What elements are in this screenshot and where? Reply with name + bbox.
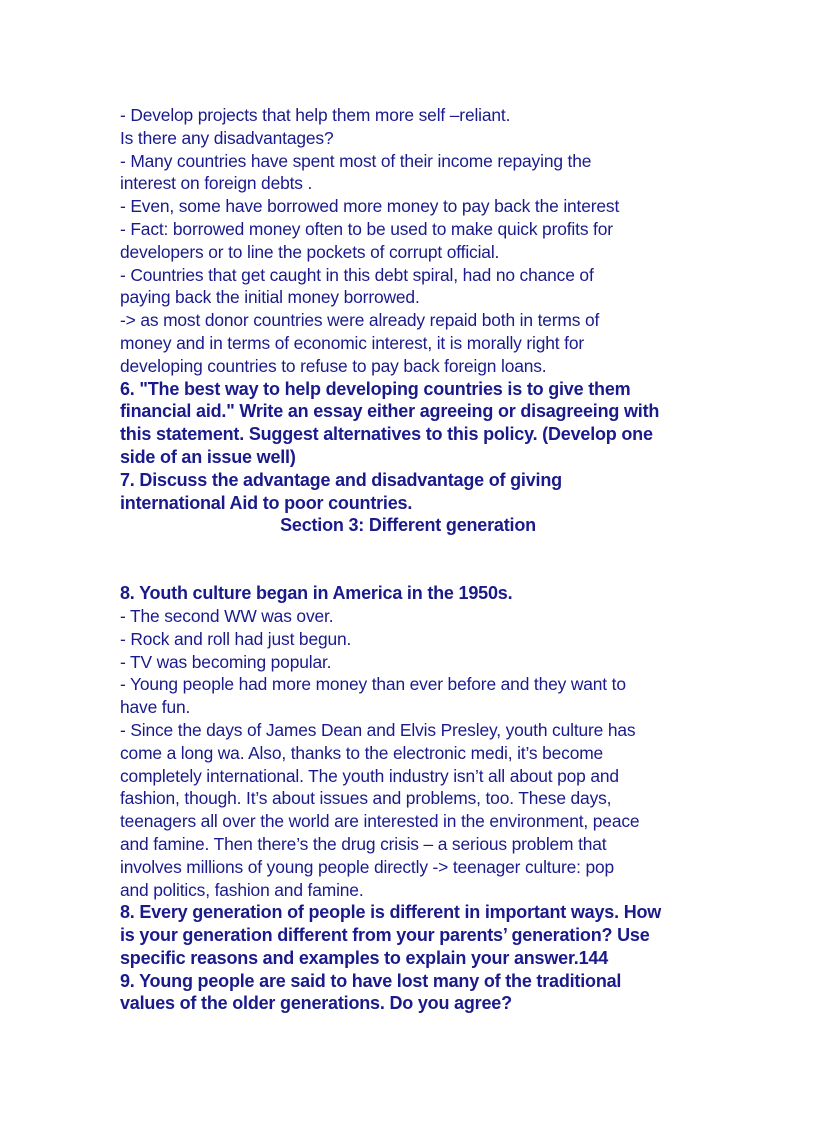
question-line: 6. "The best way to help developing countries is to give them [120,378,631,399]
text-line: - Even, some have borrowed more money to pay back the interest [120,196,620,217]
text-line: come a long wa. Also, thanks to the electronic medi, it’s become [120,742,604,763]
text-line: - Rock and roll had just begun. [120,628,352,649]
question-line: financial aid." Write an essay either agreeing or disagreeing with [120,401,660,422]
text-line: money and in terms of economic interest, it is morally right for [120,332,584,353]
text-line: teenagers all over the world are interested in the environment, peace [120,811,640,832]
question-line: values of the older generations. Do you agree? [120,993,512,1014]
text-line: - Develop projects that help them more self –reliant. [120,105,511,125]
question-line: 7. Discuss the advantage and disadvantage of giving [120,469,562,490]
question-line: international Aid to poor countries. [120,492,413,513]
text-line: -> as most donor countries were already repaid both in terms of [120,310,600,331]
aid-notes-block [120,104,720,378]
question-line: is your generation different from your parents’ generation? Use [120,925,650,946]
youth-culture-block [120,605,720,901]
question-8 [120,901,720,969]
question-9 [120,970,720,1016]
question-line: this statement. Suggest alternatives to this policy. (Develop one [120,424,653,445]
text-line: - TV was becoming popular. [120,651,332,672]
question-line: 8. Every generation of people is different in important ways. How [120,902,662,923]
text-line: Is there any disadvantages? [120,127,334,148]
text-line: involves millions of young people directly -> teenager culture: pop [120,856,615,877]
text-line: have fun. [120,697,191,718]
text-line: paying back the initial money borrowed. [120,287,420,308]
question-line: 9. Young people are said to have lost many of the traditional [120,970,622,991]
question-7 [120,469,720,515]
question-line: side of an issue well) [120,446,296,467]
question-6 [120,378,720,469]
text-line: - Young people had more money than ever before and they want to [120,674,626,695]
text-line: interest on foreign debts . [120,173,313,194]
text-line: and politics, fashion and famine. [120,879,364,900]
text-line: completely international. The youth industry isn’t all about pop and [120,765,619,786]
text-line: - Countries that get caught in this debt spiral, had no chance of [120,264,594,285]
section-heading: Section 3: Different generation [280,515,536,536]
item-8-heading: 8. Youth culture began in America in the 1950s. [120,583,513,604]
question-line: specific reasons and examples to explain your answer.144 [120,947,609,968]
text-line: - Fact: borrowed money often to be used to make quick profits for [120,218,613,239]
text-line: and famine. Then there’s the drug crisis – a serious problem that [120,833,607,854]
text-line: developing countries to refuse to pay back foreign loans. [120,355,547,376]
text-line: developers or to line the pockets of corrupt official. [120,241,500,262]
text-line: fashion, though. It’s about issues and problems, too. These days, [120,788,612,809]
text-line: - The second WW was over. [120,605,334,626]
text-line: - Since the days of James Dean and Elvis Presley, youth culture has [120,719,636,740]
document-page [120,104,720,1015]
spacer [120,537,720,582]
text-line: - Many countries have spent most of their income repaying the [120,150,592,171]
